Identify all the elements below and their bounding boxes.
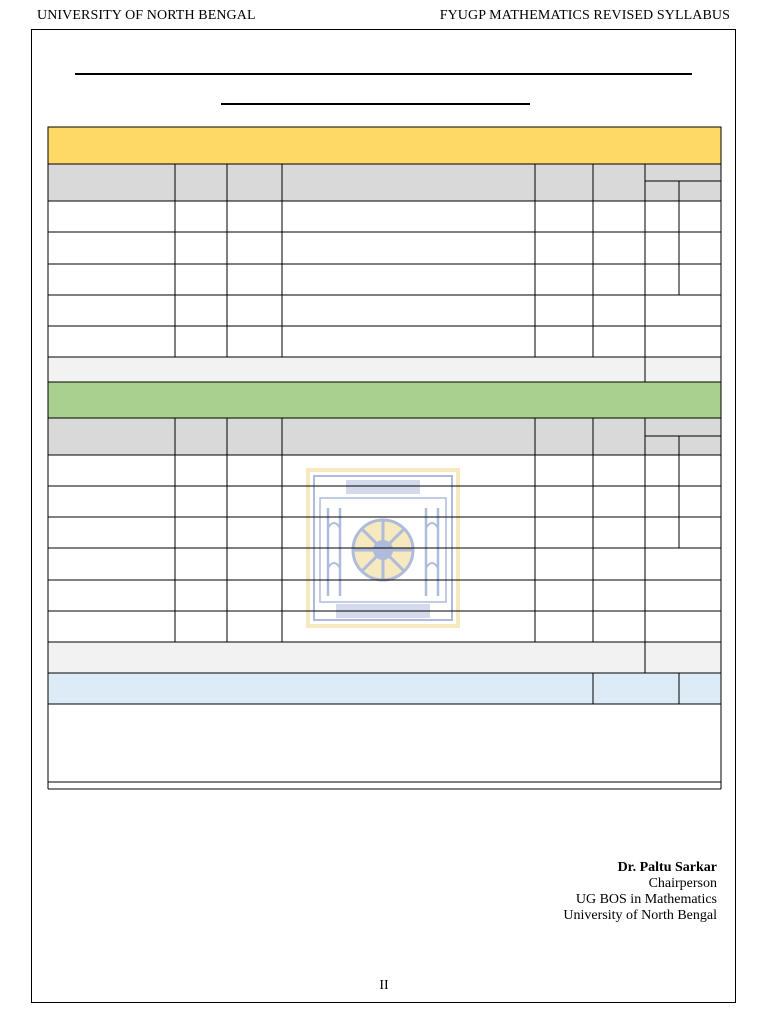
- section-one-header-row: [48, 164, 721, 201]
- grand-total-row: [48, 673, 721, 704]
- section-two-total-row: [48, 642, 721, 673]
- section-one-total-row: [48, 357, 721, 382]
- section-one-band: [48, 127, 721, 164]
- section-two-rows: [48, 418, 721, 789]
- signatory-name: Dr. Paltu Sarkar: [617, 860, 717, 875]
- signatory-board: UG BOS in Mathematics: [575, 892, 717, 907]
- signatory-role: Chairperson: [648, 876, 717, 891]
- document-header-left: UNIVERSITY OF NORTH BENGAL: [37, 8, 256, 23]
- section-two-header-row: [48, 418, 721, 455]
- notes-box: [48, 704, 721, 789]
- signatory-institution: University of North Bengal: [563, 908, 717, 923]
- section-two-band: [48, 382, 721, 418]
- document-header-right: FYUGP MATHEMATICS REVISED SYLLABUS: [439, 8, 730, 23]
- page-number: II: [379, 978, 389, 993]
